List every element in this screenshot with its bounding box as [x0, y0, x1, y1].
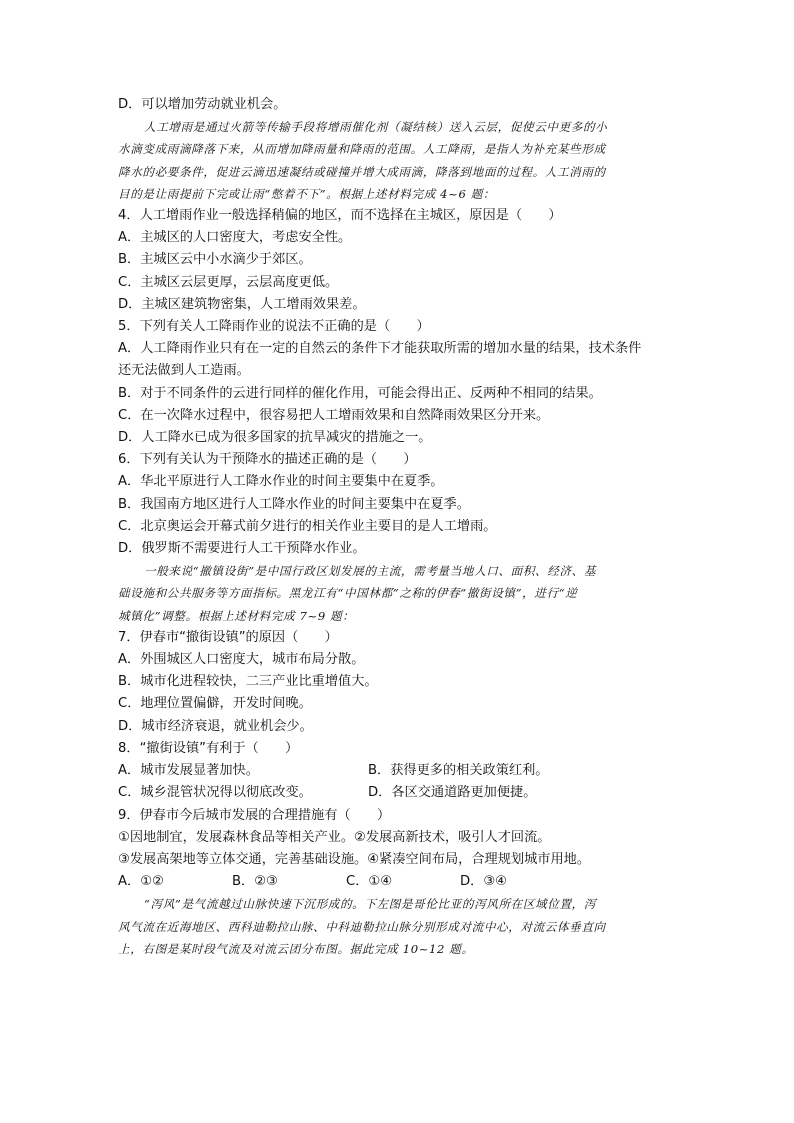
question-8-option-d: D．各区交通道路更加便捷。: [368, 785, 537, 801]
question-4: 4．人工增雨作业一般选择稍偏的地区，而不选择在主城区，原因是（ ）: [118, 208, 562, 224]
question-5-option-a-line-2: 还无法做到人工造雨。: [118, 363, 250, 379]
question-9-option-b: B．②③: [232, 874, 278, 890]
passage-wind-line-3: 上，右图是某时段气流及对流云团分布图。据此完成 10~12 题。: [118, 941, 474, 956]
passage-city-line-2: 础设施和公共服务等方面指标。黑龙江有“中国林都”之称的伊春“撤街设镇”，进行“逆: [118, 586, 578, 601]
question-5-option-b: B．对于不同条件的云进行同样的催化作用，可能会得出正、反两种不相同的结果。: [118, 385, 602, 401]
question-4-option-a: A．主城区的人口密度大，考虑安全性。: [118, 230, 352, 246]
passage-city-line-3: 城镇化”调整。根据上述材料完成 7~9 题：: [118, 608, 355, 623]
question-8-options-row-2: [118, 782, 678, 804]
document-page: [118, 94, 678, 960]
question-9-options: [118, 871, 678, 893]
question-9: 9．伊春市今后城市发展的合理措施有（ ）: [118, 807, 391, 823]
passage-wind-line-1: “泻风”是气流越过山脉快速下沉形成的。下左图是哥伦比亚的泻风所在区域位置，泻: [144, 897, 597, 912]
question-6-option-c: C．北京奥运会开幕式前夕进行的相关作业主要目的是人工增雨。: [118, 518, 497, 534]
passage-rain-line-2: 水滴变成雨滴降落下来，从而增加降雨量和降雨的范围。人工降雨，是指人为补充某些形成: [118, 142, 606, 157]
question-5-option-c: C．在一次降水过程中，很容易把人工增雨效果和自然降雨效果区分开来。: [118, 407, 550, 423]
option-d-previous: D．可以增加劳动就业机会。: [118, 97, 287, 112]
question-6-option-d: D．俄罗斯不需要进行人工干预降水作业。: [118, 541, 366, 557]
passage-rain-line-1: 人工增雨是通过火箭等传输手段将增雨催化剂（凝结核）送入云层，促使云中更多的小: [144, 120, 608, 135]
question-4-option-d: D．主城区建筑物密集，人工增雨效果差。: [118, 296, 366, 312]
question-9-option-c: C．①④: [346, 874, 393, 890]
question-9-statements-2: ③发展高架地等立体交通，完善基础设施。④紧凑空间布局，合理规划城市用地。: [118, 851, 591, 867]
question-8-option-a: A．城市发展显著加快。: [118, 763, 259, 779]
passage-wind-line-2: 风气流在近海地区、西科迪勒拉山脉、中科迪勒拉山脉分别形成对流中心，对流云体垂直向: [118, 919, 606, 934]
question-4-option-b: B．主城区云中小水滴少于郊区。: [118, 252, 312, 268]
question-7-option-a: A．外围城区人口密度大，城市布局分散。: [118, 652, 365, 668]
question-5-option-d: D．人工降水已成为很多国家的抗旱减灾的措施之一。: [118, 430, 432, 446]
question-6: 6．下列有关认为干预降水的描述正确的是（ ）: [118, 452, 417, 468]
question-7-option-d: D．城市经济衰退，就业机会少。: [118, 718, 313, 734]
question-9-option-a: A．①②: [118, 874, 164, 890]
passage-city-line-1: 一般来说“撤镇设街”是中国行政区划发展的主流，需考量当地人口、面积、经济、基: [144, 564, 597, 579]
question-9-statements-1: ①因地制宜，发展森林食品等相关产业。②发展高新技术，吸引人才回流。: [118, 829, 551, 845]
question-8-option-b: B．获得更多的相关政策红利。: [368, 763, 549, 779]
question-7: 7．伊春市“撤街设镇”的原因（ ）: [118, 629, 338, 645]
question-6-option-a: A．华北平原进行人工降水作业的时间主要集中在夏季。: [118, 474, 444, 490]
question-8-options-row-1: [118, 760, 678, 782]
passage-rain-line-3: 降水的必要条件，促进云滴迅速凝结或碰撞并增大成雨滴，降落到地面的过程。人工消雨的: [118, 164, 606, 179]
question-5: 5．下列有关人工降雨作业的说法不正确的是（ ）: [118, 319, 430, 335]
question-9-option-d: D．③④: [460, 874, 507, 890]
question-7-option-b: B．城市化进程较快，二三产业比重增值大。: [118, 674, 378, 690]
passage-rain-line-4: 目的是让雨提前下完或让雨“憋着不下”。根据上述材料完成 4~6 题：: [118, 186, 496, 201]
question-4-option-c: C．主城区云层更厚，云层高度更低。: [118, 274, 339, 290]
question-6-option-b: B．我国南方地区进行人工降水作业的时间主要集中在夏季。: [118, 496, 470, 512]
question-7-option-c: C．地理位置偏僻，开发时间晚。: [118, 696, 312, 712]
question-8-option-c: C．城乡混管状况得以彻底改变。: [118, 785, 312, 801]
question-5-option-a-line-1: A．人工降雨作业只有在一定的自然云的条件下才能获取所需的增加水量的结果，技术条件: [118, 341, 642, 357]
question-8: 8．“撤街设镇”有利于（ ）: [118, 740, 299, 756]
